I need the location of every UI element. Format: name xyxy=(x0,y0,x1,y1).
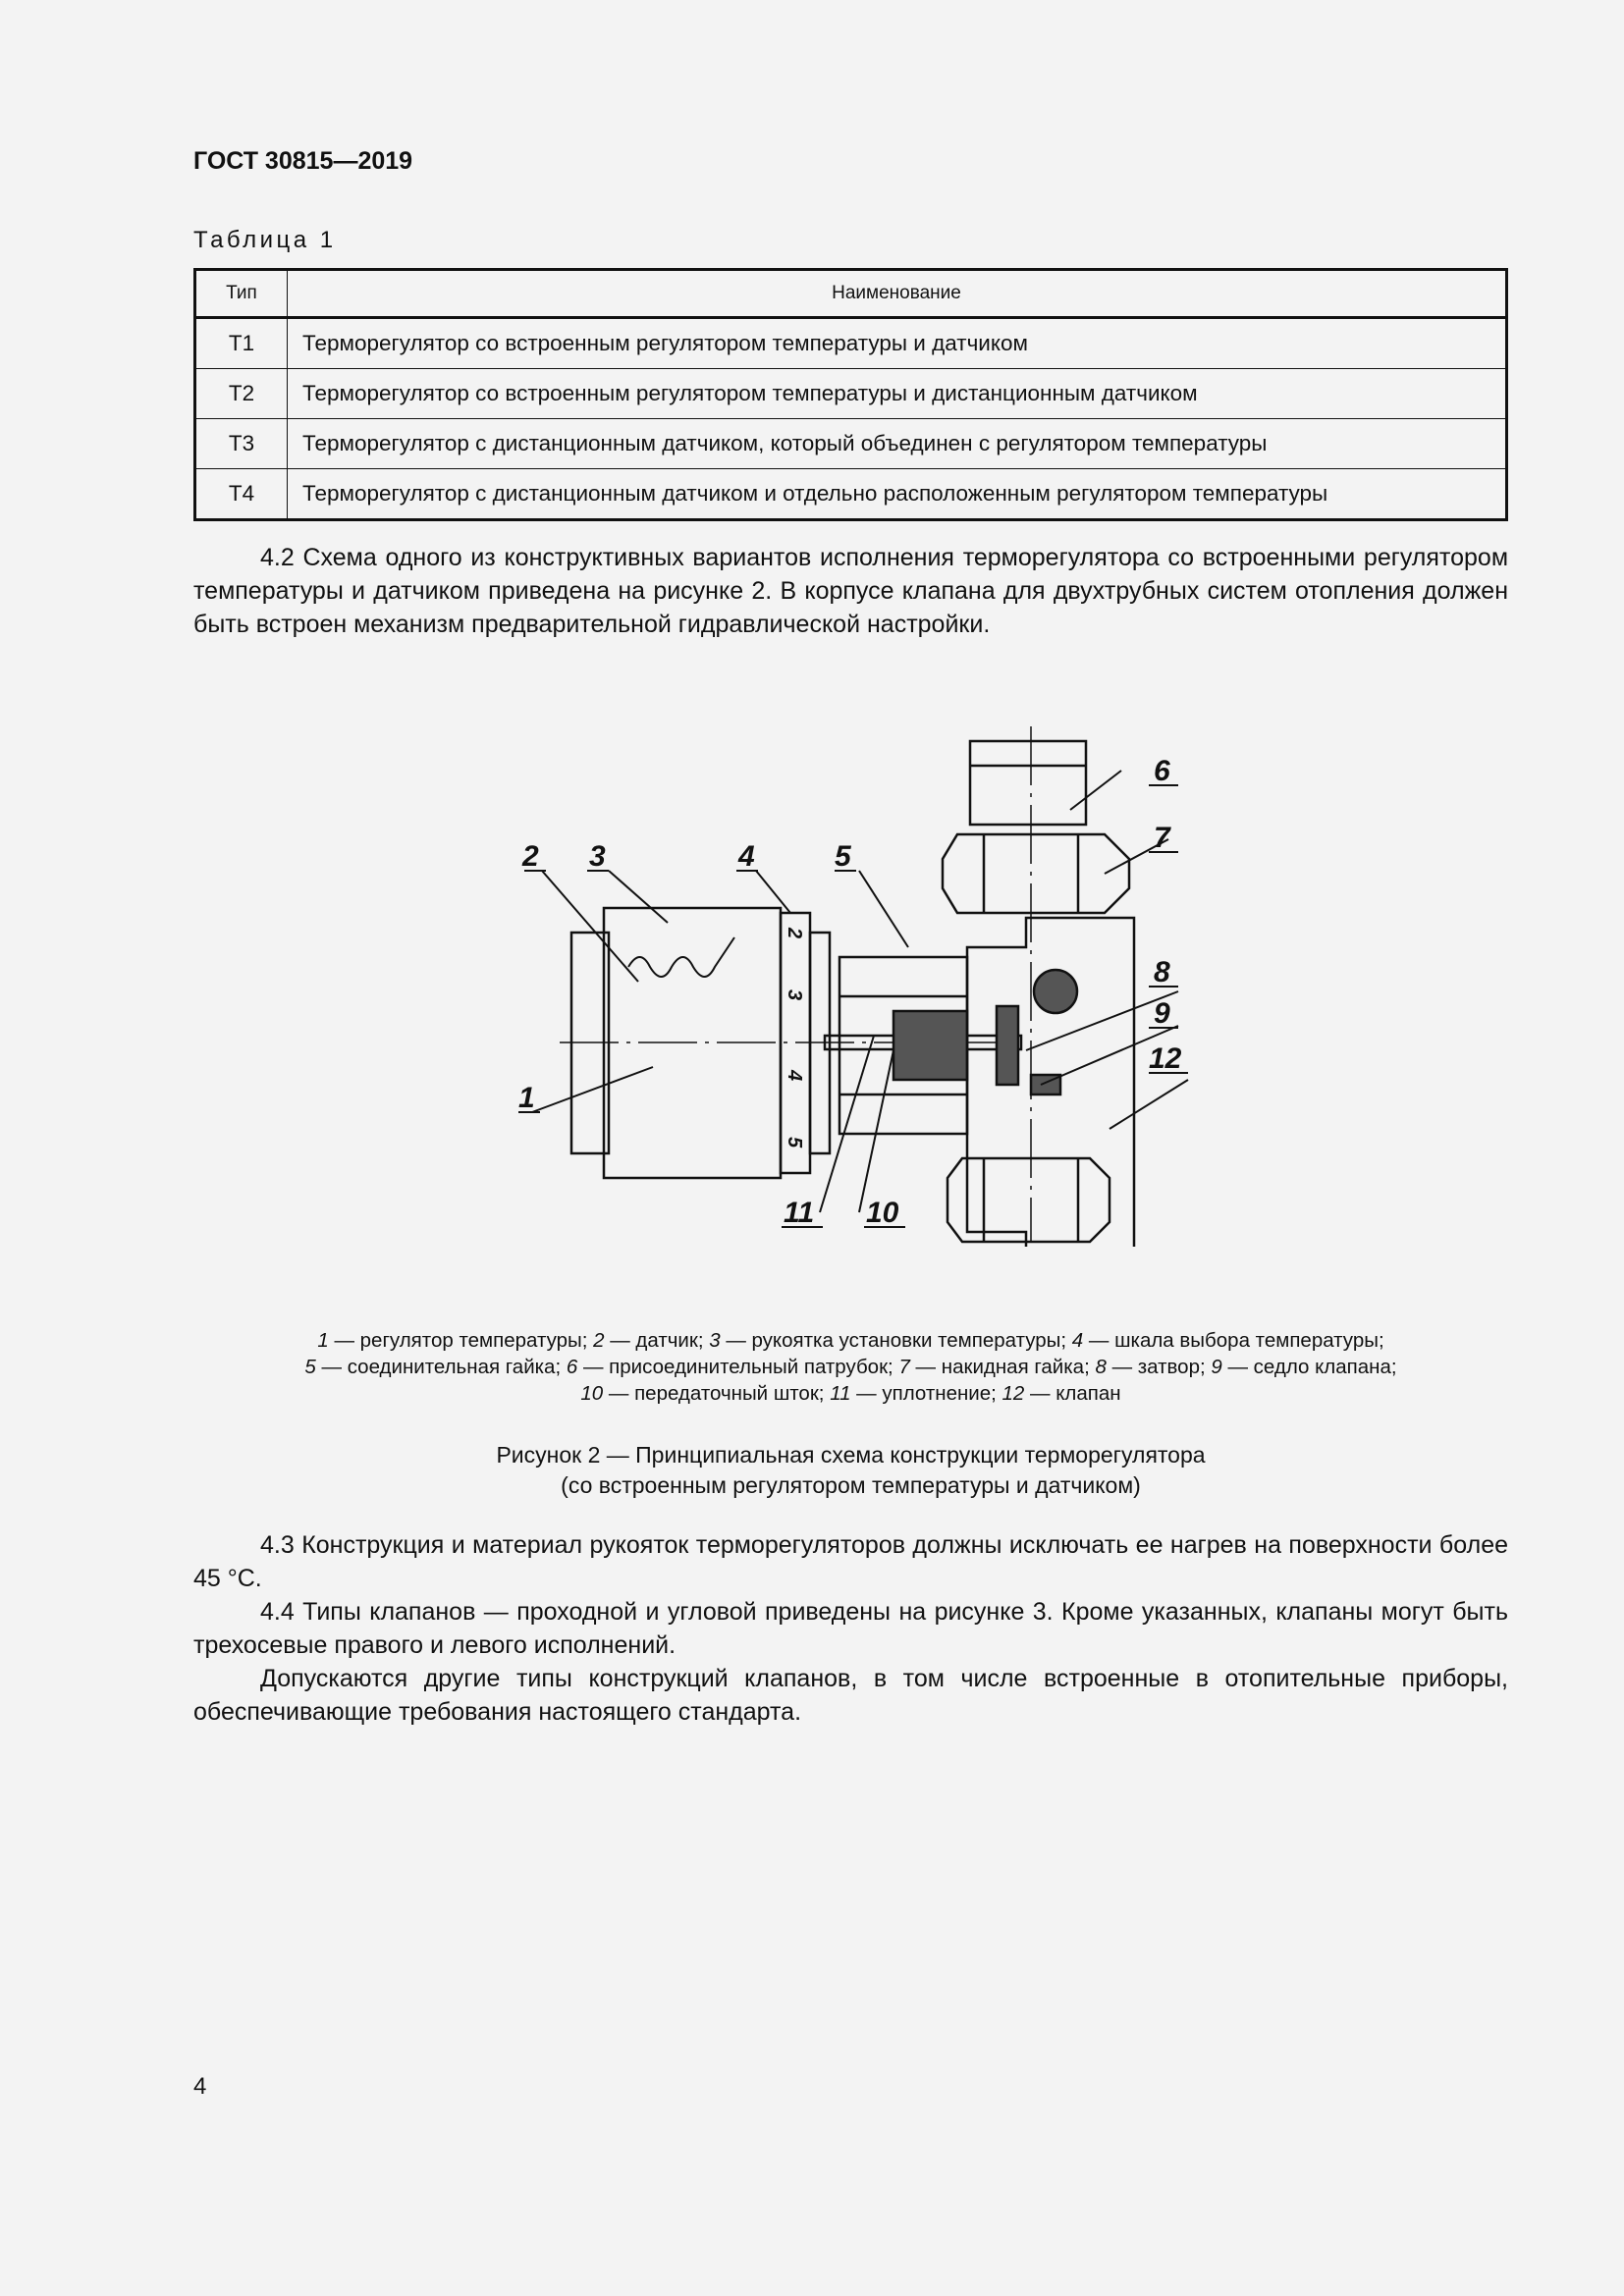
figure-legend xyxy=(193,1327,1508,1407)
connection-nipple xyxy=(970,741,1086,825)
legend-number: 10 xyxy=(580,1382,604,1405)
cell-name: Терморегулятор со встроенным регулятором температуры и датчиком xyxy=(288,318,1507,369)
figure-caption xyxy=(193,1440,1508,1501)
table-header-row xyxy=(195,270,1507,318)
cell-name: Терморегулятор со встроенным регулятором температуры и дистанционным датчиком xyxy=(288,369,1507,419)
table-row xyxy=(195,369,1507,419)
table-caption: Таблица 1 xyxy=(193,227,337,253)
bottom-nut xyxy=(947,1158,1110,1242)
callout-12: 12 xyxy=(1149,1042,1182,1075)
legend-line xyxy=(193,1380,1508,1407)
paragraph-4-2 xyxy=(193,541,1508,641)
legend-text: — затвор; xyxy=(1106,1356,1212,1378)
callout-4: 4 xyxy=(738,840,755,873)
legend-text: — шкала выбора температуры; xyxy=(1083,1329,1384,1352)
paragraph-permitted-types xyxy=(193,1662,1508,1729)
legend-number: 11 xyxy=(830,1382,851,1405)
legend-number: 8 xyxy=(1095,1356,1107,1378)
legend-number: 12 xyxy=(1001,1382,1025,1405)
figure-caption-line-2: (со встроенным регулятором температуры и датчиком) xyxy=(561,1472,1141,1498)
legend-text: — регулятор температуры; xyxy=(328,1329,594,1352)
legend-number: 4 xyxy=(1071,1329,1084,1352)
callout-9: 9 xyxy=(1154,997,1170,1030)
legend-text: — рукоятка установки температуры; xyxy=(720,1329,1072,1352)
legend-number: 6 xyxy=(566,1356,578,1378)
table-row xyxy=(195,419,1507,469)
callout-2: 2 xyxy=(522,840,539,873)
cell-name: Терморегулятор с дистанционным датчиком, который объединен с регулятором температуры xyxy=(288,419,1507,469)
legend-number: 2 xyxy=(593,1329,605,1352)
legend-line xyxy=(193,1327,1508,1354)
legend-number: 3 xyxy=(709,1329,721,1352)
callout-7: 7 xyxy=(1154,822,1170,854)
paragraph-4-2-text: 4.2 Схема одного из конструктивных вариантов исполнения терморегулятора со встроенными регулятором температуры и датчиком приведена на рисунке 2. В корпусе клапана для двухтрубных систем отопления должен быть встроен механизм предварительной гидравлической настройки. xyxy=(193,544,1508,638)
legend-line xyxy=(193,1354,1508,1380)
callout-5: 5 xyxy=(835,840,851,873)
paragraph-4-3-text: 4.3 Конструкция и материал рукояток терморегуляторов должны исключать ее нагрев на поверхности более 45 °С. xyxy=(193,1531,1508,1592)
callout-10: 10 xyxy=(866,1197,899,1229)
paragraph-4-4 xyxy=(193,1595,1508,1662)
legend-number: 7 xyxy=(898,1356,910,1378)
callout-8: 8 xyxy=(1154,956,1170,988)
callout-3: 3 xyxy=(589,840,606,873)
legend-text: — присоединительный патрубок; xyxy=(577,1356,899,1378)
scale-mark: 3 xyxy=(784,989,805,1001)
column-header-type: Тип xyxy=(195,270,288,318)
table-row xyxy=(195,469,1507,520)
paragraph-permitted-types-text: Допускаются другие типы конструкций клапанов, в том числе встроенные в отопительные приборы, обеспечивающие требования настоящего стандарта. xyxy=(193,1665,1508,1726)
scale-mark: 4 xyxy=(784,1070,805,1082)
callout-11: 11 xyxy=(784,1197,815,1229)
legend-number: 1 xyxy=(317,1329,329,1352)
cap-nut xyxy=(943,834,1129,913)
table-row xyxy=(195,318,1507,369)
scale-mark: 2 xyxy=(784,928,805,939)
figure-caption-line-1: Рисунок 2 — Принципиальная схема конструкции терморегулятора xyxy=(496,1442,1206,1468)
page-number: 4 xyxy=(193,2073,207,2100)
types-table xyxy=(193,268,1508,521)
shutter xyxy=(997,1006,1018,1085)
legend-text: — седло клапана; xyxy=(1221,1356,1397,1378)
legend-number: 9 xyxy=(1211,1356,1222,1378)
scale-mark: 5 xyxy=(784,1137,805,1148)
cell-type: Т3 xyxy=(195,419,288,469)
column-header-name: Наименование xyxy=(288,270,1507,318)
cell-type: Т4 xyxy=(195,469,288,520)
callout-6: 6 xyxy=(1154,755,1170,787)
legend-text: — датчик; xyxy=(604,1329,710,1352)
cell-type: Т2 xyxy=(195,369,288,419)
document-header: ГОСТ 30815—2019 xyxy=(193,147,413,175)
valve-seat xyxy=(1034,970,1077,1013)
legend-text: — клапан xyxy=(1024,1382,1121,1405)
paragraph-4-3 xyxy=(193,1528,1508,1595)
cell-type: Т1 xyxy=(195,318,288,369)
callout-1: 1 xyxy=(518,1082,535,1114)
thermostat-schematic-figure xyxy=(511,712,1198,1247)
paragraph-4-4-text: 4.4 Типы клапанов — проходной и угловой приведены на рисунке 3. Кроме указанных, клапаны могут быть трехосевые правого и левого исполнений. xyxy=(193,1598,1508,1659)
legend-text: — соединительная гайка; xyxy=(315,1356,567,1378)
legend-text: — передаточный шток; xyxy=(603,1382,831,1405)
legend-text: — уплотнение; xyxy=(850,1382,1002,1405)
legend-text: — накидная гайка; xyxy=(909,1356,1096,1378)
legend-number: 5 xyxy=(304,1356,316,1378)
sensor-wavy-line xyxy=(628,937,734,977)
cell-name: Терморегулятор с дистанционным датчиком и отдельно расположенным регулятором температуры xyxy=(288,469,1507,520)
